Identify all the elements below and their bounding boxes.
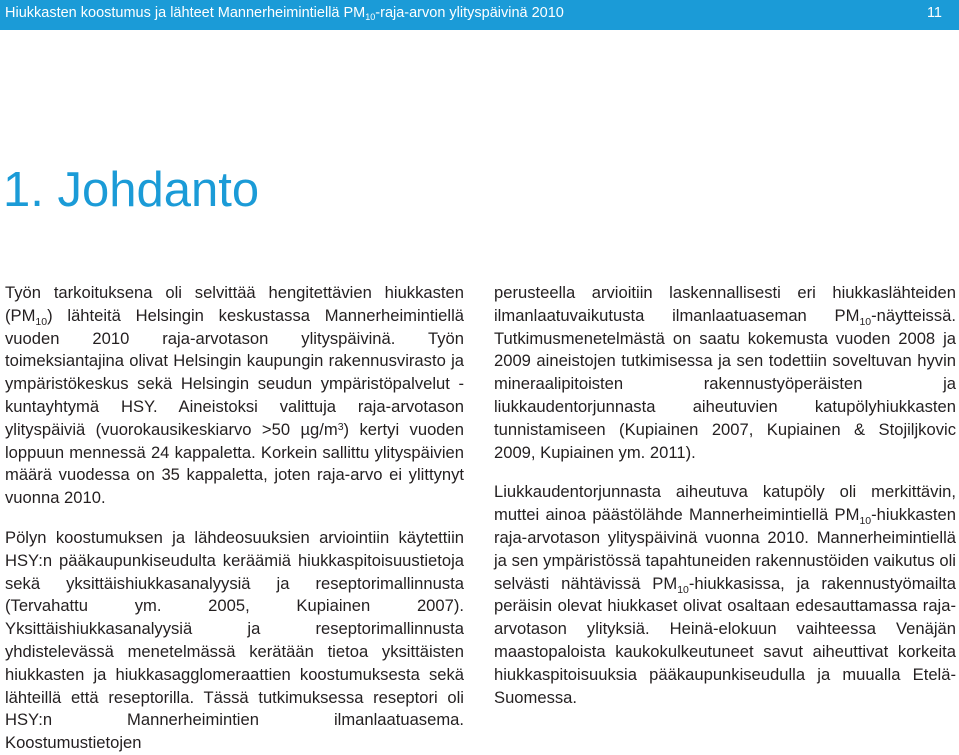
running-title-subscript: 10 (365, 12, 376, 22)
right-column (494, 282, 956, 709)
paragraph: Pölyn koostumuksen ja lähdeosuuksien arviointiin käytettiin HSY:n pääkaupunkiseudulta keräämiä hiukkaspitoisuustietoja sekä yksittäishiukkasanalyysiä ja reseptorimallinnusta (Tervahattu ym. 2005, Kupiainen 2007). Yksittäishiukkasanalyysiä ja reseptorimallinnusta yhdistelevässä menetelmässä kerätään tietoa yksittäisten hiukkasten ja hiukkasagglomeraattien koostumuksesta sekä lähteillä että reseptorilla. Tässä tutkimuksessa reseptori oli HSY:n Mannerheimintien ilmanlaatuasema. Koostumustietojen (5, 527, 464, 753)
paragraph-text: Liukkaudentorjunnasta aiheutuva katupöly oli merkittävin, muttei ainoa päästölähde Mannerheimintiellä PM (494, 482, 956, 525)
paragraph-text: ) kertyi vuoden loppuun mennessä 24 kappaletta. Korkein sallittu ylityspäivien määrä vuodessa on 35 kappaletta, joten raja-arvo ei ylittynyt vuonna 2010. (5, 419, 464, 508)
paragraph-text: Työn tarkoituksena oli selvittää hengitettävien hiukkasten (PM (5, 283, 464, 325)
chapter-heading (3, 162, 259, 218)
subscript: 10 (859, 315, 872, 328)
subscript: 10 (677, 583, 689, 596)
paragraph (494, 481, 956, 709)
chapter-number: 1. (3, 163, 44, 217)
page-header (0, 0, 959, 30)
paragraph-text: -näytteissä. Tutkimusmenetelmästä on saatu kokemusta vuoden 2008 ja 2009 aineistojen tutkimisessa ja sen todettiin soveltuvan hyvin mineraalipitoisten rakennustyöperäisten ja liukkaudentorjunnasta aiheutuvien katupölyhiukkasten tunnistamiseen (Kupiainen 2007, Kupiainen & Stojiljkovic 2009, Kupiainen ym. 2011). (494, 305, 956, 462)
running-title-text: Hiukkasten koostumus ja lähteet Mannerheimintiellä PM (5, 5, 366, 21)
paragraph-text: ) lähteitä Helsingin keskustassa Mannerheimintiellä vuoden 2010 raja-arvotason ylityspäivinä. Työn toimeksiantajina olivat Helsingin kaupungin rakennusvirasto ja ympäristökeskus sekä Helsingin seudun ympäristöpalvelut -kuntayhtymä HSY. Aineistoksi valittuja raja-arvotason ylityspäiviä (vuorokausikeskiarvo >50 µg/m (5, 305, 464, 439)
paragraph-text: -hiukkasissa, ja rakennustyömailta peräisin olevat hiukkaset olivat osaltaan edesauttamassa raja-arvotason ylityksiä. Heinä-elokuun vaihteessa Venäjän maastopaloista kaukokulkeutuneet savut aiheuttivat korkeita hiukkaspitoisuuksia pääkaupunkiseudulla ja muualla Etelä-Suomessa. (494, 573, 956, 707)
subscript: 10 (35, 315, 48, 328)
paragraph (494, 282, 956, 464)
paragraph-text: perusteella arvioitiin laskennallisesti eri hiukkaslähteiden ilmanlaatuvaikutusta ilmanlaatuaseman PM (494, 283, 956, 325)
running-title-text-end: -raja-arvon ylityspäivinä 2010 (375, 5, 564, 21)
paragraph (5, 282, 464, 510)
left-column (5, 282, 464, 755)
paragraph-text: -hiukkasten raja-arvotason ylityspäivinä vuonna 2010. Mannerheimintiellä ja sen ympäristössä tapahtuneiden rakennustöiden vaikutus oli selvästi nähtävissä PM (494, 505, 956, 593)
running-title (5, 5, 564, 21)
chapter-title: Johdanto (57, 163, 260, 217)
page-number: 11 (926, 5, 942, 21)
superscript: 3 (337, 420, 344, 433)
subscript: 10 (859, 515, 872, 528)
